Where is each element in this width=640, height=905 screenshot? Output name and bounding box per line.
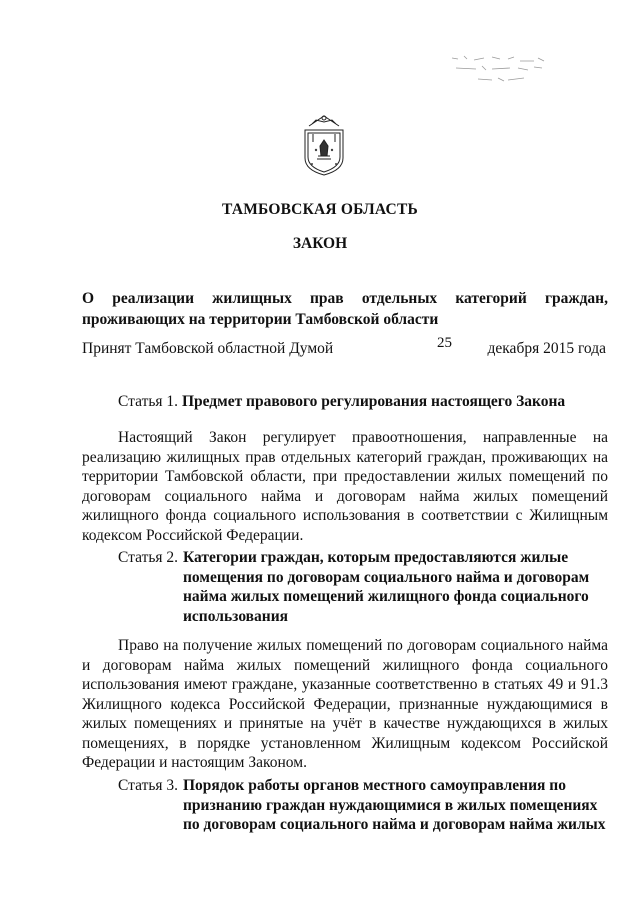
article-title-line: помещения по договорам социального найма и договорам [183, 568, 590, 586]
article-title-line: Категории граждан, которым предоставляются жилые [183, 549, 569, 566]
article-title-line: Порядок работы органов местного самоуправления по [183, 777, 566, 794]
article-title-line: по договорам социального найма и договорам найма жилых [183, 816, 606, 833]
article-title-line: признанию граждан нуждающимися в жилых помещениях [183, 796, 598, 814]
article-1-heading [118, 392, 565, 412]
law-title-line1 [82, 288, 608, 309]
title-word: категорий [455, 290, 527, 307]
document-type-heading: ЗАКОН [292, 235, 348, 252]
title-word: прав [310, 290, 344, 307]
adoption-label: Принят Тамбовской областной Думой [82, 340, 334, 357]
article-2-title [183, 548, 603, 626]
law-title-line2: проживающих на территории Тамбовской области [82, 311, 439, 328]
title-word: жилищных [212, 290, 292, 307]
article-title-line: использования [183, 607, 289, 625]
title-word: отдельных [361, 290, 438, 307]
title-word: граждан, [544, 290, 608, 307]
article-label: Статья 1. [118, 393, 179, 410]
article-3-title [183, 776, 613, 835]
article-3-label: Статья 3. [118, 777, 179, 794]
handwritten-mark [448, 52, 558, 88]
article-title-line: найма жилых помещений жилищного фонда социального [183, 588, 589, 605]
title-word: реализации [112, 290, 195, 307]
adoption-day: 25 [437, 335, 452, 351]
adoption-line [82, 335, 606, 358]
adoption-date: декабря 2015 года [487, 340, 606, 357]
article-2-label: Статья 2. [118, 549, 179, 566]
law-title [82, 288, 608, 330]
region-heading: ТАМБОВСКАЯ ОБЛАСТЬ [222, 201, 418, 218]
article-1-text: Настоящий Закон регулирует правоотношения, направленные на реализацию жилищных прав отдельных категорий граждан, проживающих на территории Тамбовской области, при предоставлении жилых помещений по договорам социального найма и договорам найма жилых помещений жилищного фонда социального использования в соответствии с Жилищным кодексом Российской Федерации. [82, 429, 608, 544]
article-title: Предмет правового регулирования настоящего Закона [181, 393, 566, 410]
tambov-coat-of-arms-icon [299, 112, 349, 178]
title-word: О [82, 290, 95, 307]
article-2-text: Право на получение жилых помещений по договорам социального найма и договорам найма жилых помещений жилищного фонда социального использования имеют граждане, указанные соответственно в статьях 49 и 91.3 Жилищного кодекса Российской Федерации, признанные нуждающимися в жилых помещениях и принятые на учёт в качестве нуждающихся в жилых помещениях, в порядке установленном Жилищным кодексом Российской Федерации и настоящим Законом. [82, 637, 608, 771]
